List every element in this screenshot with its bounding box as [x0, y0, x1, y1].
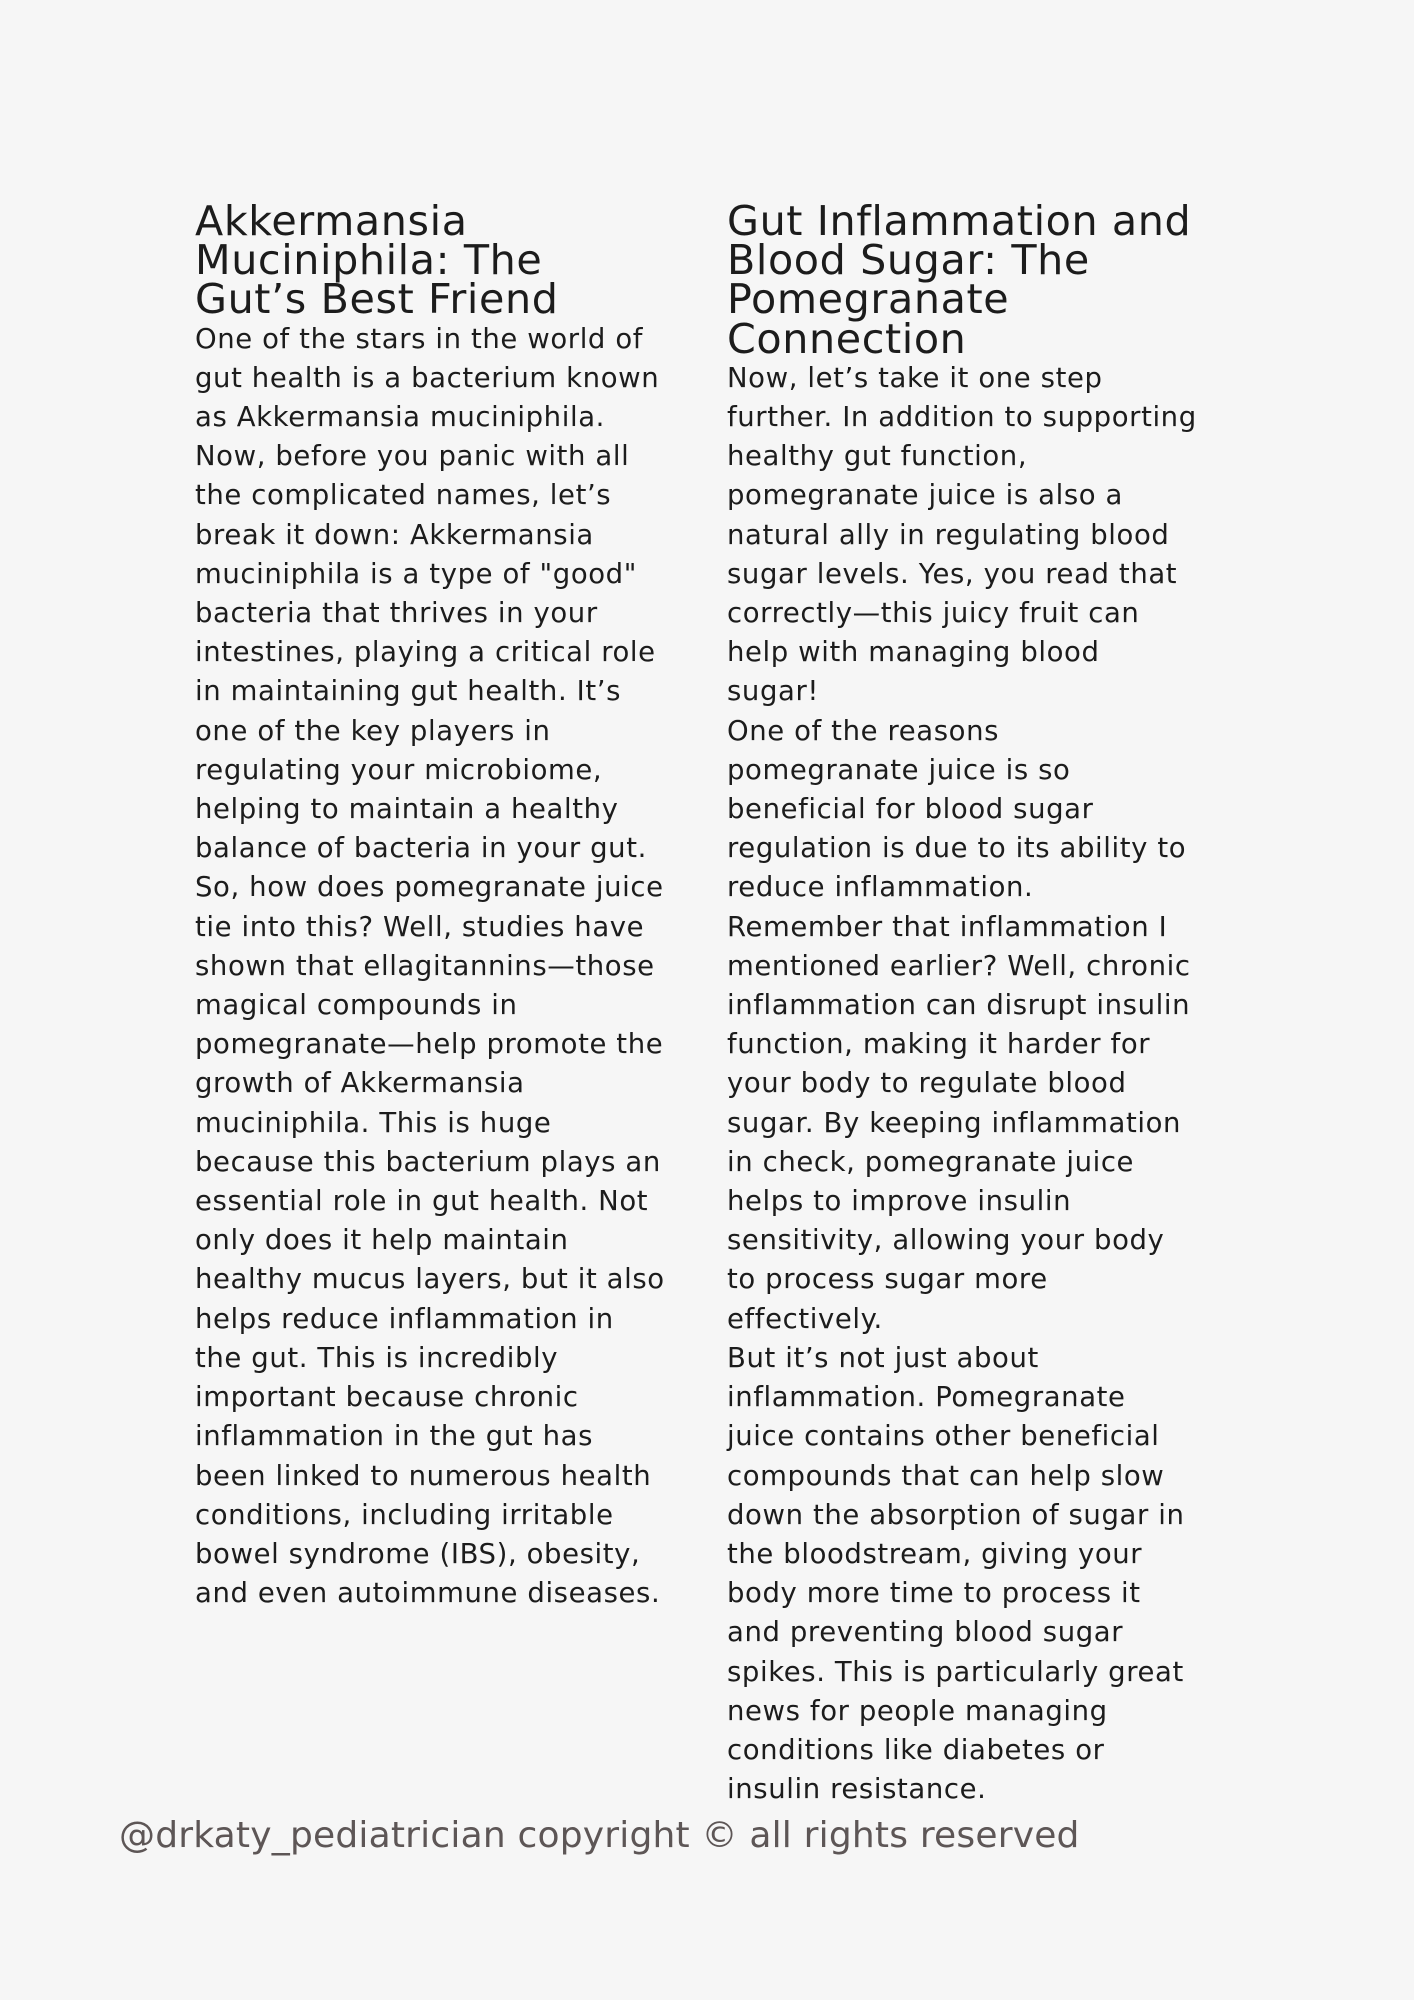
paragraph: Now, let’s take it one step further. In addition to supporting healthy gut function, pomegranate juice is also a natural ally in regulating blood sugar levels. Yes, you read that correctly—this juicy fruit can help with managing blood sugar!	[727, 361, 1197, 708]
section-heading-blood-sugar: Gut Inflammation and Blood Sugar: The Pomegranate Connection	[727, 197, 1192, 363]
section-heading-akkermansia: Akkermansia Muciniphila: The Gut’s Best Friend	[195, 197, 559, 324]
paragraph: So, how does pomegranate juice tie into this? Well, studies have shown that ellagitannins—those magical compounds in pomegranate—help promote the growth of Akkermansia muciniphila. This is huge because this bacterium plays an essential role in gut health. Not only does it help maintain healthy mucus layers, but it also helps reduce inflammation in the gut. This is incredibly important because chronic inflammation in the gut has been linked to numerous health conditions, including irritable bowel syndrome (IBS), obesity, and even autoimmune diseases.	[195, 871, 665, 1610]
paragraph: But it’s not just about inflammation. Pomegranate juice contains other beneficial compounds that can help slow down the absorption of sugar in the bloodstream, giving your body more time to process it and preventing blood sugar spikes. This is particularly great news for people managing conditions like diabetes or insulin resistance.	[727, 1341, 1185, 1806]
paragraph: One of the reasons pomegranate juice is so beneficial for blood sugar regulation is due to its ability to reduce inflammation. Remember that inflammation I mentioned earlier? Well, chronic inflammation can disrupt insulin function, making it harder for your body to regulate blood sugar. By keeping inflammation in check, pomegranate juice helps to improve insulin sensitivity, allowing your body to process sugar more effectively.	[727, 714, 1191, 1335]
copyright-footer: @drkaty_pediatrician copyright © all rights reserved	[119, 1815, 1080, 1856]
paragraph: One of the stars in the world of gut health is a bacterium known as Akkermansia muciniphila. Now, before you panic with all the complicated names, let’s break it down: Akkermansia muciniphila is a type of "good" bacteria that thrives in your intestines, playing a critical role in maintaining gut health. It’s one of the key players in regulating your microbiome, helping to maintain a healthy balance of bacteria in your gut.	[195, 322, 660, 865]
left-column	[195, 197, 665, 1613]
right-column	[727, 197, 1197, 1809]
